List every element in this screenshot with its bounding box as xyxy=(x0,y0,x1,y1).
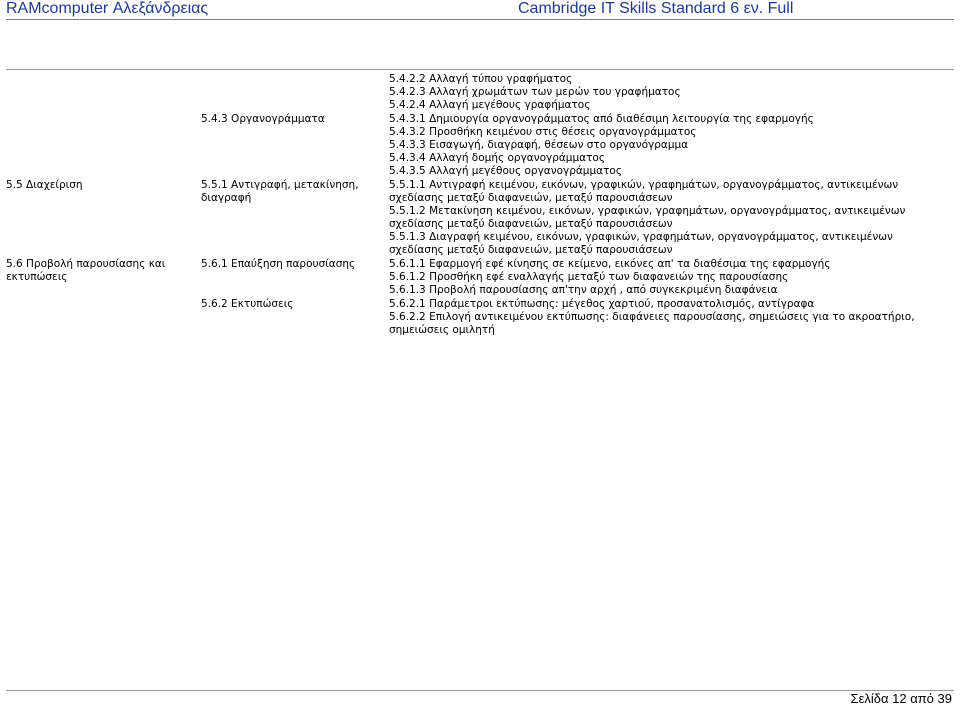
list-item: 5.4.2.2 Αλλαγή τύπου γραφήματος xyxy=(389,73,573,85)
list-item: 5.6.2.1 Παράμετροι εκτύπωσης: μέγεθος χαρτιού, προσανατολισμός, αντίγραφα xyxy=(389,298,815,310)
list-item: 5.6.1.3 Προβολή παρουσίασης απ'την αρχή , από συγκεκριμένη διαφάνεια xyxy=(389,284,778,296)
header-left-text: RAMcomputer Αλεξάνδρειας xyxy=(6,0,209,17)
subsection-title: 5.5.1 Αντιγραφή, μετακίνηση, xyxy=(201,179,359,191)
header-right-text: Cambridge IT Skills Standard 6 εν. Full xyxy=(518,0,794,17)
list-item: 5.5.1.2 Μετακίνηση κειμένου, εικόνων, γραφικών, γραφημάτων, οργανογράμματος, αντικειμένων σχεδίασης μεταξύ διαφανειών, μεταξύ παρουσιάσεων xyxy=(389,205,906,230)
list-item: 5.4.3.5 Αλλαγή μεγέθους οργανογράμματος xyxy=(389,165,622,177)
subsection-title: 5.4.3 Οργανογράμματα xyxy=(201,113,325,125)
subsection-title: 5.6.2 Εκτυπώσεις xyxy=(201,298,294,310)
list-item: 5.4.3.3 Εισαγωγή, διαγραφή, θέσεων στο οργανόγραμμα xyxy=(389,139,689,151)
list-item: 5.4.3.2 Προσθήκη κειμένου στις θέσεις οργανογράμματος xyxy=(389,126,697,138)
header-rule xyxy=(6,19,954,20)
section-title: 5.5 Διαχείριση xyxy=(6,179,83,191)
section-title: 5.6 Προβολή παρουσίασης και xyxy=(6,258,166,270)
list-item: 5.5.1.3 Διαγραφή κειμένου, εικόνων, γραφικών, γραφημάτων, οργανογράμματος, αντικειμένων σχεδίασης μεταξύ διαφανειών, μεταξύ παρουσιάσεων xyxy=(389,231,893,256)
list-item: 5.6.1.2 Προσθήκη εφέ εναλλαγής μεταξύ των διαφανειών της παρουσίασης xyxy=(389,271,789,283)
list-item: 5.4.3.1 Δημιουργία οργανογράμματος από διαθέσιμη λειτουργία της εφαρμογής xyxy=(389,113,814,125)
footer-rule xyxy=(6,690,954,691)
subsection-title-cont: διαγραφή xyxy=(201,192,252,204)
page-number: Σελίδα 12 από 39 xyxy=(850,691,952,706)
list-item: 5.4.3.4 Αλλαγή δομής οργανογράμματος xyxy=(389,152,605,164)
section-title-cont: εκτυπώσεις xyxy=(6,271,68,283)
subsection-title: 5.6.1 Επαύξηση παρουσίασης xyxy=(201,258,356,270)
list-item: 5.5.1.1 Αντιγραφή κειμένου, εικόνων, γραφικών, γραφημάτων, οργανογράμματος, αντικειμένων σχεδίασης μεταξύ διαφανειών, μεταξύ παρουσιάσεων xyxy=(389,179,899,204)
list-item: 5.4.2.4 Αλλαγή μεγέθους γραφήματος xyxy=(389,99,591,111)
table-top-rule xyxy=(6,69,954,70)
list-item: 5.4.2.3 Αλλαγή χρωμάτων των μερών του γραφήματος xyxy=(389,86,681,98)
list-item: 5.6.1.1 Εφαρμογή εφέ κίνησης σε κείμενο, εικόνες απ' τα διαθέσιμα της εφαρμογής xyxy=(389,258,831,270)
list-item: 5.6.2.2 Επιλογή αντικειμένου εκτύπωσης: διαφάνειες παρουσίασης, σημειώσεις για το ακροατήριο, σημειώσεις ομιλητή xyxy=(389,311,915,336)
